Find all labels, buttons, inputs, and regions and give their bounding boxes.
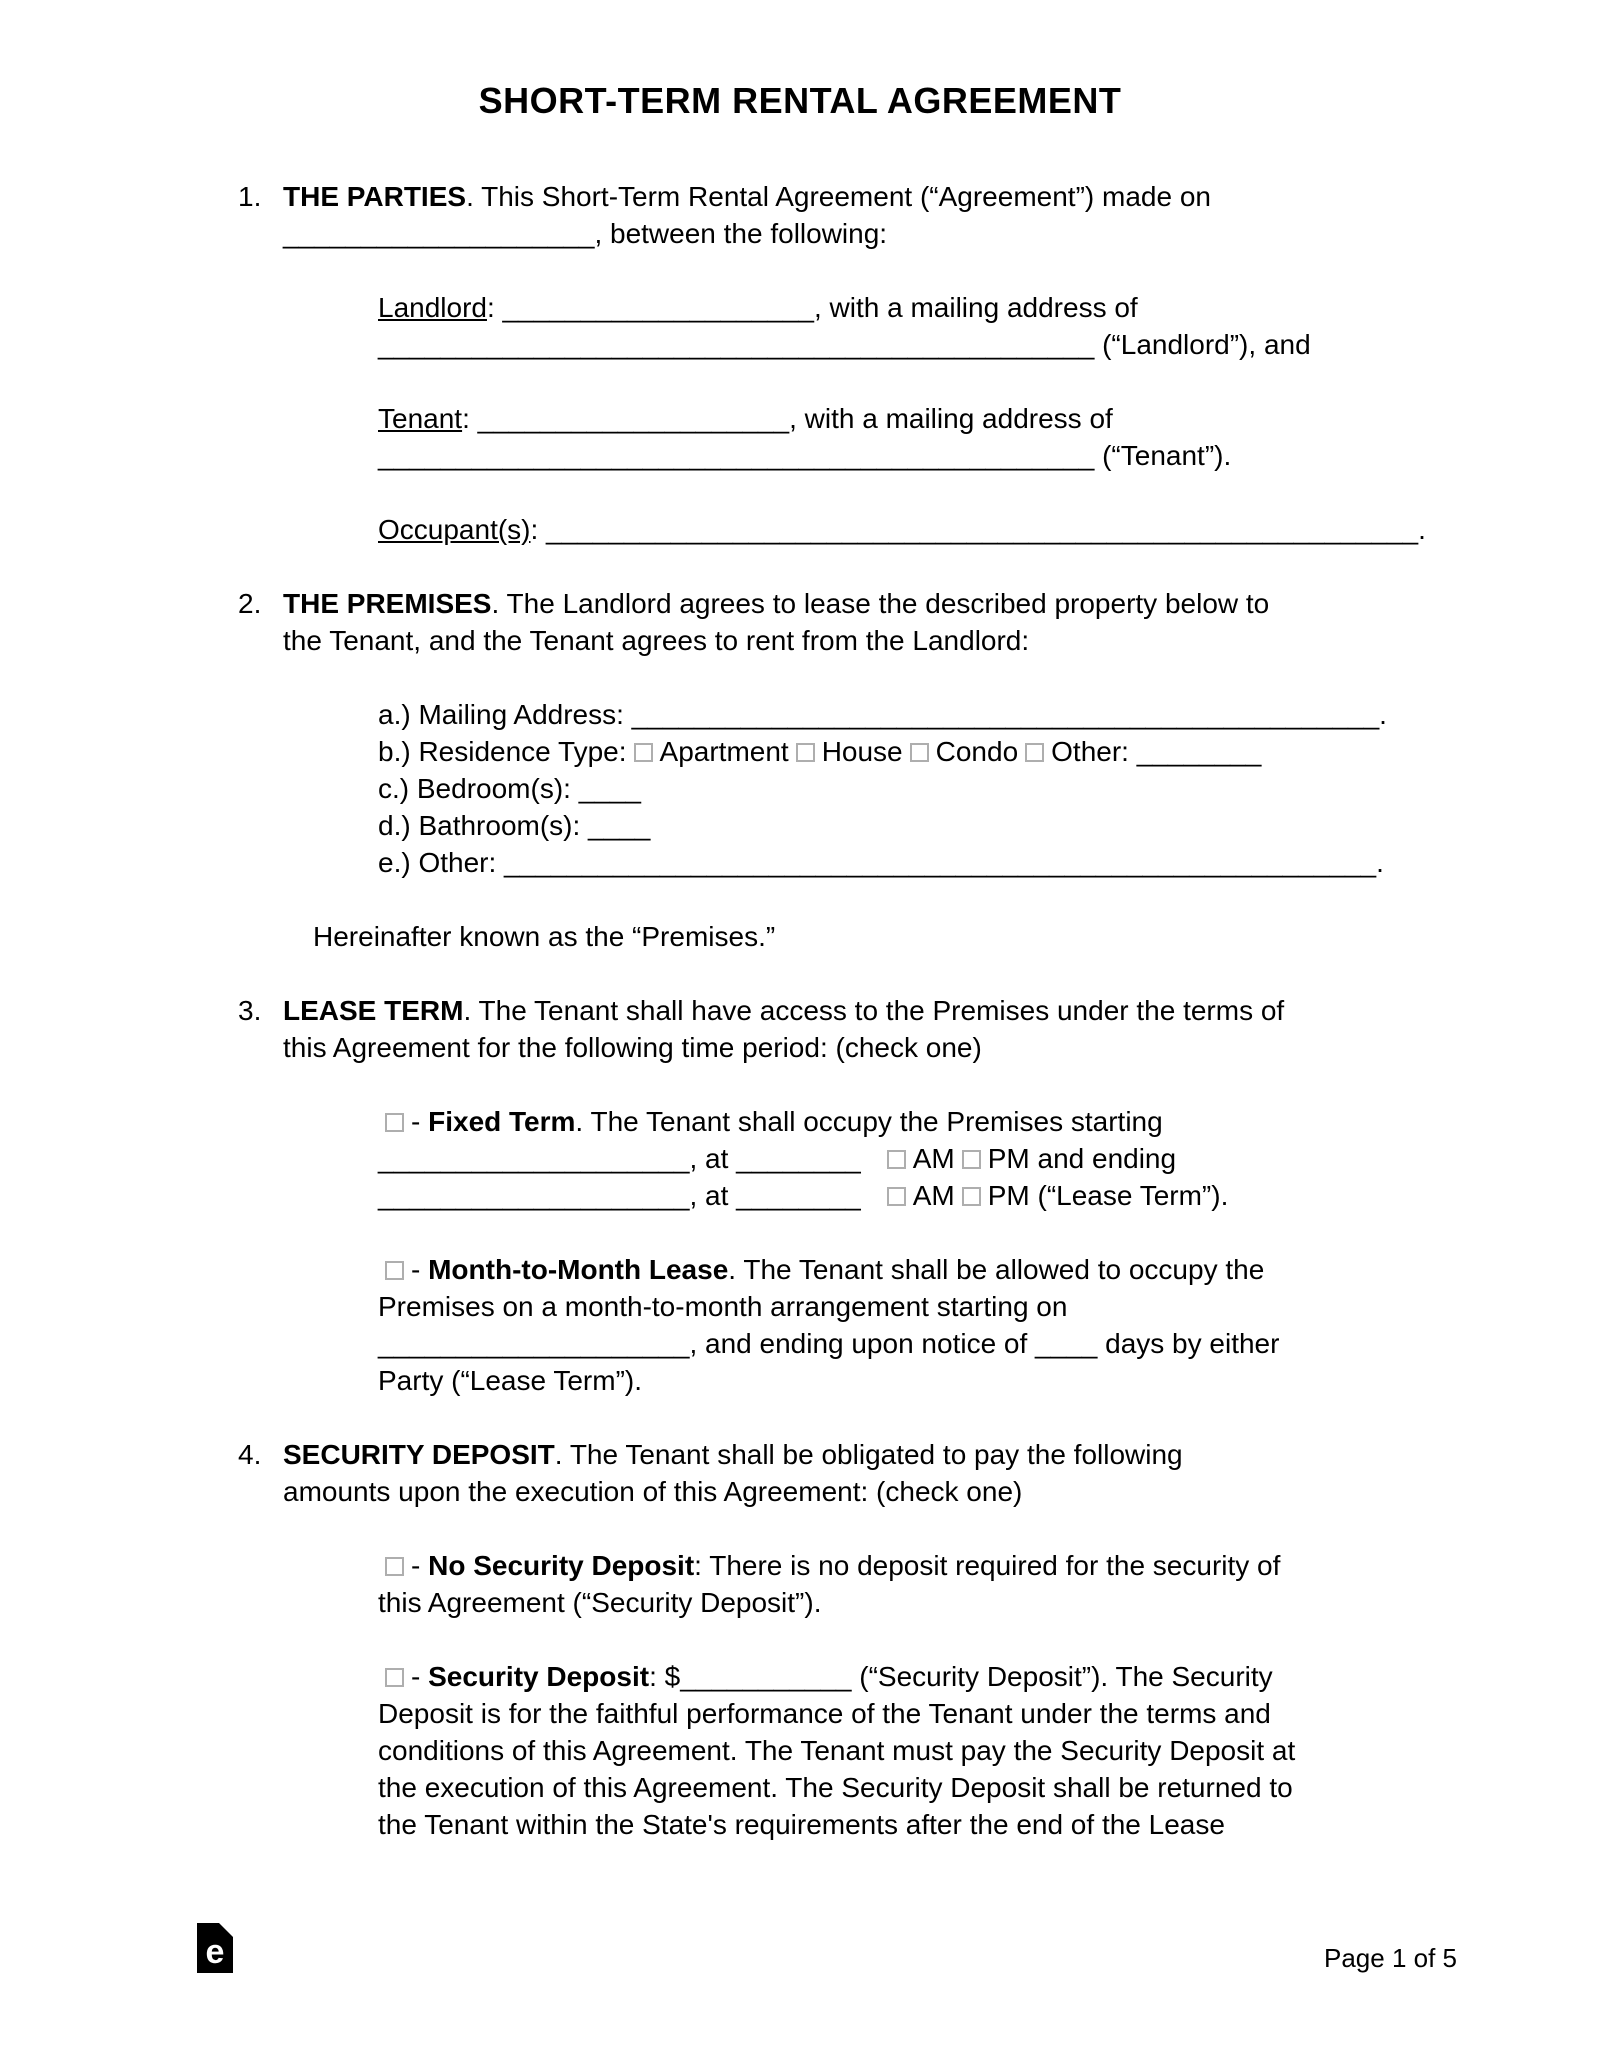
body-text: e.) Other: — [378, 847, 505, 878]
section-number: 1. — [238, 181, 262, 212]
checkbox-apartment[interactable] — [634, 743, 653, 762]
body-text: conditions of this Agreement. The Tenant must pay the Security Deposit at — [378, 1735, 1296, 1766]
section-heading: THE PREMISES — [283, 588, 492, 619]
body-text: the Tenant, and the Tenant agrees to rent from the Landlord: — [283, 625, 1030, 656]
body-text: amounts upon the execution of this Agreement: (check one) — [283, 1476, 1023, 1507]
address-blank-field: ______________________________________________ — [378, 329, 1095, 360]
fixed-term-label: Fixed Term — [428, 1106, 576, 1137]
security-intro-line-2 — [283, 1473, 1183, 1510]
hereinafter-note — [313, 918, 1430, 955]
security-deposit-line-5 — [378, 1806, 1430, 1843]
premises-detail-list — [378, 696, 1430, 881]
premises-item-mailing-address — [378, 696, 1430, 733]
body-text: Deposit is for the faithful performance of the Tenant under the terms and — [378, 1698, 1271, 1729]
fixed-term-line-3 — [378, 1177, 1430, 1214]
checkbox-fixed-term[interactable] — [385, 1113, 404, 1132]
body-text: : ____________________, with a mailing address of — [462, 403, 1113, 434]
body-text: Party (“Lease Term”). — [378, 1365, 642, 1396]
body-text: the Tenant within the State's requirements after the end of the Lease — [378, 1809, 1225, 1840]
section-number: 4. — [238, 1439, 262, 1470]
month-to-month-line-4 — [378, 1362, 1430, 1399]
premises-item-other — [378, 844, 1430, 881]
body-text: . The Landlord agrees to lease the described property below to — [491, 588, 1270, 619]
checkbox-end-am[interactable] — [887, 1187, 906, 1206]
parties-intro-line-1 — [283, 178, 1211, 215]
body-text: Hereinafter known as the “Premises.” — [313, 921, 776, 952]
checkbox-month-to-month[interactable] — [385, 1261, 404, 1280]
body-text: (“Tenant”). — [1094, 440, 1232, 471]
body-text: the execution of this Agreement. The Security Deposit shall be returned to — [378, 1772, 1293, 1803]
checkbox-start-pm[interactable] — [962, 1150, 981, 1169]
checkbox-condo[interactable] — [910, 743, 929, 762]
option-label-other: Other: ________ — [1051, 736, 1262, 767]
section-parties-intro — [283, 178, 1211, 252]
body-text: - — [411, 1661, 429, 1692]
body-text: . The Tenant shall occupy the Premises starting — [575, 1106, 1163, 1137]
security-deposit-line-2 — [378, 1695, 1430, 1732]
fixed-term-line-2 — [378, 1140, 1430, 1177]
premises-intro-line-1 — [283, 585, 1269, 622]
no-security-deposit-line-2 — [378, 1584, 1430, 1621]
section-lease-term — [238, 992, 1430, 1066]
security-deposit-option — [378, 1658, 1430, 1843]
landlord-line-1 — [378, 289, 1430, 326]
page-fold-flap-icon — [221, 1926, 230, 1935]
checkbox-house[interactable] — [796, 743, 815, 762]
body-text: - — [411, 1106, 429, 1137]
body-text: - — [411, 1550, 429, 1581]
section-heading: THE PARTIES — [283, 181, 467, 212]
document-content — [238, 178, 1430, 1843]
section-premises-intro — [283, 585, 1269, 659]
section-security-intro — [283, 1436, 1183, 1510]
occupants-blank-field: : ________________________________________________________. — [530, 514, 1426, 545]
section-number: 3. — [238, 995, 262, 1026]
body-text: . The Tenant shall be allowed to occupy the — [728, 1254, 1265, 1285]
premises-intro-line-2 — [283, 622, 1269, 659]
body-text: this Agreement (“Security Deposit”). — [378, 1587, 822, 1618]
section-number: 2. — [238, 588, 262, 619]
page-number: Page 1 of 5 — [1324, 1943, 1457, 1973]
body-text: b.) Residence Type: — [378, 736, 627, 767]
no-security-deposit-label: No Security Deposit — [428, 1550, 695, 1581]
checkbox-no-security-deposit[interactable] — [385, 1557, 404, 1576]
no-security-deposit-option — [378, 1547, 1430, 1621]
am-label: AM — [912, 1180, 955, 1211]
date-blank-field: ____________________, between the following: — [283, 218, 888, 249]
checkbox-start-am[interactable] — [887, 1150, 906, 1169]
tenant-line-2 — [378, 437, 1430, 474]
fixed-term-option — [378, 1103, 1430, 1214]
checkbox-security-deposit[interactable] — [385, 1668, 404, 1687]
body-text: . This Short-Term Rental Agreement (“Agreement”) made on — [466, 181, 1211, 212]
section-parties — [238, 178, 1430, 252]
body-text: (“Landlord”), and — [1094, 329, 1311, 360]
bathrooms-blank-field: d.) Bathroom(s): ____ — [378, 810, 651, 841]
body-text: . The Tenant shall be obligated to pay the following — [554, 1439, 1183, 1470]
body-text: : There is no deposit required for the security of — [694, 1550, 1281, 1581]
option-label-house: House — [821, 736, 903, 767]
tenant-term: Tenant — [378, 403, 463, 434]
month-to-month-line-2 — [378, 1288, 1430, 1325]
pm-label: PM and ending — [987, 1143, 1177, 1174]
notice-days-blank-field: ____________________, and ending upon notice of ____ days by either — [378, 1328, 1280, 1359]
premises-item-bathrooms — [378, 807, 1430, 844]
section-heading: SECURITY DEPOSIT — [283, 1439, 555, 1470]
security-deposit-line-3 — [378, 1732, 1430, 1769]
option-label-apartment: Apartment — [659, 736, 789, 767]
landlord-line-2 — [378, 326, 1430, 363]
no-security-deposit-line-1 — [378, 1547, 1430, 1584]
checkbox-other-residence[interactable] — [1025, 743, 1044, 762]
security-intro-line-1 — [283, 1436, 1183, 1473]
tenant-clause — [378, 400, 1430, 474]
premises-item-bedrooms — [378, 770, 1430, 807]
address-blank-field: ______________________________________________ — [378, 440, 1095, 471]
landlord-term: Landlord — [378, 292, 487, 323]
am-label: AM — [912, 1143, 955, 1174]
mailing-address-blank-field: ________________________________________________. — [631, 699, 1387, 730]
hereinafter-line — [313, 918, 1430, 955]
occupants-term: Occupant(s) — [378, 514, 531, 545]
month-to-month-label: Month-to-Month Lease — [428, 1254, 729, 1285]
deposit-amount-blank-field: : $___________ (“Security Deposit”). The Security — [649, 1661, 1273, 1692]
body-text: . The Tenant shall have access to the Premises under the terms of — [463, 995, 1285, 1026]
section-heading: LEASE TERM — [283, 995, 464, 1026]
start-date-time-blank-field: ____________________, at ________ — [378, 1143, 861, 1174]
tenant-line-1 — [378, 400, 1430, 437]
body-text: Premises on a month-to-month arrangement starting on — [378, 1291, 1068, 1322]
lease-term-intro-line-1 — [283, 992, 1284, 1029]
month-to-month-line-1 — [378, 1251, 1430, 1288]
parties-intro-line-2 — [283, 215, 1211, 252]
other-blank-field: ________________________________________________________. — [504, 847, 1384, 878]
eforms-logo — [197, 1923, 233, 1973]
section-premises — [238, 585, 1430, 659]
option-label-condo: Condo — [935, 736, 1019, 767]
pm-label: PM (“Lease Term”). — [987, 1180, 1229, 1211]
occupants-clause — [378, 511, 1430, 548]
end-date-time-blank-field: ____________________, at ________ — [378, 1180, 861, 1211]
body-text: this Agreement for the following time period: (check one) — [283, 1032, 982, 1063]
month-to-month-line-3 — [378, 1325, 1430, 1362]
occupants-line — [378, 511, 1430, 548]
security-deposit-label: Security Deposit — [428, 1661, 650, 1692]
fixed-term-line-1 — [378, 1103, 1430, 1140]
checkbox-end-pm[interactable] — [962, 1187, 981, 1206]
section-security-deposit — [238, 1436, 1430, 1510]
body-text: a.) Mailing Address: — [378, 699, 632, 730]
security-deposit-line-1 — [378, 1658, 1430, 1695]
section-lease-term-intro — [283, 992, 1284, 1066]
landlord-clause — [378, 289, 1430, 363]
security-deposit-line-4 — [378, 1769, 1430, 1806]
premises-item-residence-type — [378, 733, 1430, 770]
month-to-month-option — [378, 1251, 1430, 1399]
lease-term-intro-line-2 — [283, 1029, 1284, 1066]
document-title: SHORT-TERM RENTAL AGREEMENT — [478, 80, 1122, 121]
eforms-logo-letter: e — [205, 1933, 225, 1971]
body-text: - — [411, 1254, 429, 1285]
bedrooms-blank-field: c.) Bedroom(s): ____ — [378, 773, 641, 804]
body-text: : ____________________, with a mailing address of — [486, 292, 1138, 323]
